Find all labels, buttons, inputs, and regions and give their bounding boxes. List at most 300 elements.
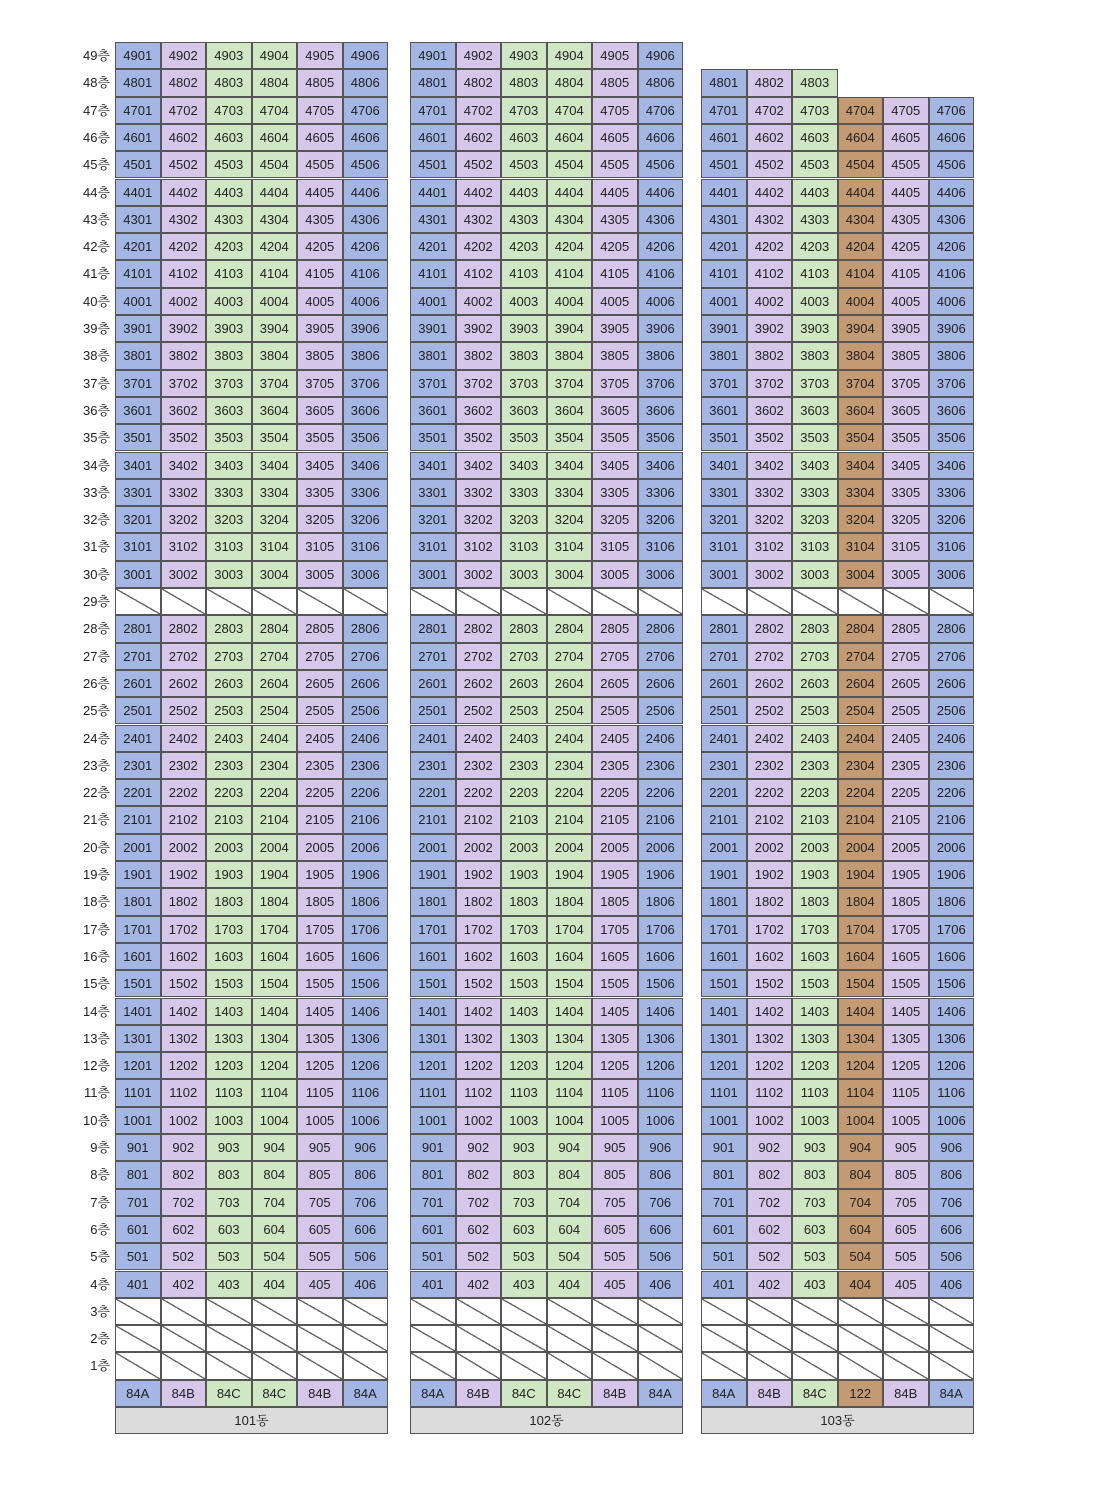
unit-cell: 4802 xyxy=(161,69,207,96)
empty-cell xyxy=(343,1352,389,1379)
unit-cell: 503 xyxy=(206,1243,252,1270)
unit-cell: 2404 xyxy=(547,725,593,752)
unit-cell: 2504 xyxy=(547,697,593,724)
unit-cell: 4903 xyxy=(206,42,252,69)
unit-cell: 1405 xyxy=(883,998,929,1025)
unit-cell: 4006 xyxy=(638,288,684,315)
unit-cell: 3004 xyxy=(547,561,593,588)
unit-cell: 1704 xyxy=(252,916,298,943)
unit-cell: 805 xyxy=(297,1161,343,1188)
unit-cell: 4506 xyxy=(929,151,975,178)
unit-cell: 4601 xyxy=(701,124,747,151)
unit-cell: 1704 xyxy=(838,916,884,943)
unit-cell: 501 xyxy=(410,1243,456,1270)
unit-cell: 2106 xyxy=(638,806,684,833)
unit-cell: 1205 xyxy=(592,1052,638,1079)
unit-cell: 4404 xyxy=(838,179,884,206)
unit-cell: 3805 xyxy=(883,342,929,369)
unit-cell: 3302 xyxy=(747,479,793,506)
floor-label: 5층 xyxy=(90,1249,110,1265)
unit-cell: 4603 xyxy=(792,124,838,151)
floor-label: 10층 xyxy=(82,1112,110,1128)
unit-cell: 602 xyxy=(747,1216,793,1243)
unit-cell: 905 xyxy=(883,1134,929,1161)
unit-cell: 4502 xyxy=(161,151,207,178)
unit-cell: 1906 xyxy=(638,861,684,888)
empty-cell xyxy=(792,588,838,615)
unit-cell: 3106 xyxy=(929,533,975,560)
empty-cell xyxy=(161,1325,207,1352)
unit-cell: 2103 xyxy=(792,806,838,833)
unit-cell: 1806 xyxy=(638,888,684,915)
unit-cell: 2705 xyxy=(883,643,929,670)
unit-cell: 704 xyxy=(252,1189,298,1216)
unit-cell: 1804 xyxy=(547,888,593,915)
unit-cell: 4303 xyxy=(792,206,838,233)
unit-cell: 4905 xyxy=(592,42,638,69)
empty-cell xyxy=(929,1298,975,1325)
unit-cell: 1403 xyxy=(206,998,252,1025)
unit-type-cell: 84C xyxy=(501,1380,547,1407)
unit-cell: 2306 xyxy=(343,752,389,779)
unit-cell: 1304 xyxy=(547,1025,593,1052)
unit-cell: 1104 xyxy=(838,1079,884,1106)
unit-cell: 1702 xyxy=(456,916,502,943)
unit-cell: 4602 xyxy=(161,124,207,151)
unit-cell: 506 xyxy=(343,1243,389,1270)
empty-cell xyxy=(638,1352,684,1379)
unit-cell: 1705 xyxy=(592,916,638,943)
unit-cell: 2404 xyxy=(252,725,298,752)
unit-cell: 1603 xyxy=(501,943,547,970)
floor-label: 19층 xyxy=(82,867,110,882)
unit-cell: 805 xyxy=(883,1161,929,1188)
unit-cell: 1902 xyxy=(456,861,502,888)
unit-cell: 906 xyxy=(638,1134,684,1161)
unit-cell: 2202 xyxy=(456,779,502,806)
empty-cell xyxy=(838,1352,884,1379)
unit-cell: 2601 xyxy=(115,670,161,697)
unit-cell: 503 xyxy=(792,1243,838,1270)
floor-label: 38층 xyxy=(82,348,110,364)
unit-cell: 3205 xyxy=(297,506,343,533)
unit-cell: 501 xyxy=(701,1243,747,1270)
unit-cell: 3702 xyxy=(747,370,793,397)
empty-cell xyxy=(410,1352,456,1379)
unit-cell: 704 xyxy=(547,1189,593,1216)
unit-cell: 2801 xyxy=(410,615,456,642)
unit-cell: 701 xyxy=(410,1189,456,1216)
unit-cell: 3705 xyxy=(297,370,343,397)
unit-cell: 3002 xyxy=(456,561,502,588)
empty-cell xyxy=(638,1298,684,1325)
unit-cell: 1002 xyxy=(456,1107,502,1134)
unit-cell: 4202 xyxy=(456,233,502,260)
unit-cell: 2801 xyxy=(701,615,747,642)
unit-cell: 1602 xyxy=(456,943,502,970)
unit-cell: 3303 xyxy=(206,479,252,506)
unit-cell: 4403 xyxy=(206,179,252,206)
unit-cell: 901 xyxy=(115,1134,161,1161)
unit-cell: 904 xyxy=(547,1134,593,1161)
unit-cell: 3904 xyxy=(547,315,593,342)
unit-cell: 3601 xyxy=(115,397,161,424)
unit-cell: 3704 xyxy=(547,370,593,397)
unit-cell: 1302 xyxy=(161,1025,207,1052)
unit-cell: 3305 xyxy=(297,479,343,506)
unit-cell: 2305 xyxy=(297,752,343,779)
unit-cell: 4603 xyxy=(501,124,547,151)
unit-cell: 2306 xyxy=(929,752,975,779)
unit-cell: 406 xyxy=(638,1271,684,1298)
unit-cell: 4305 xyxy=(883,206,929,233)
unit-cell: 2405 xyxy=(592,725,638,752)
unit-cell: 806 xyxy=(343,1161,389,1188)
unit-cell: 405 xyxy=(883,1271,929,1298)
unit-cell: 4104 xyxy=(547,260,593,287)
unit-cell: 3505 xyxy=(297,424,343,451)
unit-cell: 3902 xyxy=(747,315,793,342)
unit-cell: 2802 xyxy=(161,615,207,642)
unit-cell: 3404 xyxy=(547,452,593,479)
unit-cell: 1606 xyxy=(929,943,975,970)
unit-cell: 4303 xyxy=(206,206,252,233)
unit-cell: 3204 xyxy=(838,506,884,533)
unit-cell: 2106 xyxy=(343,806,389,833)
unit-cell: 4705 xyxy=(592,97,638,124)
unit-cell: 4401 xyxy=(115,179,161,206)
unit-cell: 4205 xyxy=(297,233,343,260)
unit-cell: 2704 xyxy=(252,643,298,670)
unit-cell: 1905 xyxy=(297,861,343,888)
unit-cell: 2502 xyxy=(161,697,207,724)
unit-cell: 4002 xyxy=(456,288,502,315)
empty-cell xyxy=(252,1325,298,1352)
unit-cell: 4002 xyxy=(747,288,793,315)
unit-cell: 1105 xyxy=(297,1079,343,1106)
unit-cell: 4304 xyxy=(252,206,298,233)
unit-cell: 1604 xyxy=(547,943,593,970)
unit-cell: 2403 xyxy=(501,725,547,752)
empty-cell xyxy=(929,588,975,615)
empty-cell xyxy=(115,1352,161,1379)
unit-cell: 906 xyxy=(343,1134,389,1161)
unit-cell: 1206 xyxy=(343,1052,389,1079)
unit-type-cell: 84C xyxy=(792,1380,838,1407)
unit-cell: 2103 xyxy=(206,806,252,833)
unit-cell: 801 xyxy=(115,1161,161,1188)
unit-cell: 1506 xyxy=(343,970,389,997)
unit-cell: 2202 xyxy=(747,779,793,806)
unit-cell: 603 xyxy=(206,1216,252,1243)
empty-cell xyxy=(792,1298,838,1325)
unit-cell: 2805 xyxy=(297,615,343,642)
unit-cell: 1303 xyxy=(792,1025,838,1052)
unit-cell: 2402 xyxy=(161,725,207,752)
empty-cell xyxy=(410,1325,456,1352)
unit-cell: 2605 xyxy=(297,670,343,697)
unit-cell: 2502 xyxy=(747,697,793,724)
unit-cell: 804 xyxy=(838,1161,884,1188)
unit-cell: 3402 xyxy=(161,452,207,479)
unit-cell: 901 xyxy=(701,1134,747,1161)
unit-cell: 1401 xyxy=(115,998,161,1025)
unit-cell: 404 xyxy=(838,1271,884,1298)
unit-cell: 1201 xyxy=(701,1052,747,1079)
unit-cell: 2506 xyxy=(638,697,684,724)
unit-cell: 4706 xyxy=(929,97,975,124)
unit-cell: 1203 xyxy=(206,1052,252,1079)
unit-cell: 3103 xyxy=(792,533,838,560)
unit-cell: 1102 xyxy=(161,1079,207,1106)
unit-cell: 4901 xyxy=(115,42,161,69)
unit-cell: 606 xyxy=(929,1216,975,1243)
empty-cell xyxy=(343,1325,389,1352)
unit-cell: 802 xyxy=(161,1161,207,1188)
unit-cell: 1003 xyxy=(501,1107,547,1134)
unit-cell: 4001 xyxy=(701,288,747,315)
unit-cell: 2204 xyxy=(252,779,298,806)
unit-cell: 2704 xyxy=(838,643,884,670)
unit-cell: 4805 xyxy=(297,69,343,96)
unit-cell: 1605 xyxy=(883,943,929,970)
unit-cell: 3401 xyxy=(410,452,456,479)
unit-cell: 903 xyxy=(501,1134,547,1161)
unit-cell: 4701 xyxy=(115,97,161,124)
unit-cell: 3703 xyxy=(206,370,252,397)
unit-cell: 602 xyxy=(161,1216,207,1243)
unit-cell: 801 xyxy=(410,1161,456,1188)
unit-cell: 2303 xyxy=(501,752,547,779)
unit-cell: 1705 xyxy=(883,916,929,943)
unit-cell: 3301 xyxy=(410,479,456,506)
unit-cell: 4403 xyxy=(501,179,547,206)
empty-cell xyxy=(343,588,389,615)
floor-label: 9층 xyxy=(90,1140,110,1155)
unit-cell: 705 xyxy=(883,1189,929,1216)
unit-cell: 1601 xyxy=(410,943,456,970)
unit-cell: 4804 xyxy=(547,69,593,96)
empty-cell xyxy=(792,1325,838,1352)
unit-cell: 2605 xyxy=(883,670,929,697)
unit-cell: 3805 xyxy=(297,342,343,369)
unit-cell: 4005 xyxy=(883,288,929,315)
unit-cell: 4202 xyxy=(747,233,793,260)
unit-cell: 3002 xyxy=(161,561,207,588)
unit-cell: 1204 xyxy=(547,1052,593,1079)
unit-cell: 2702 xyxy=(747,643,793,670)
unit-cell: 3905 xyxy=(592,315,638,342)
unit-cell: 2802 xyxy=(456,615,502,642)
unit-cell: 4704 xyxy=(838,97,884,124)
unit-cell: 506 xyxy=(929,1243,975,1270)
unit-cell: 4606 xyxy=(929,124,975,151)
unit-cell: 4602 xyxy=(456,124,502,151)
unit-cell: 4103 xyxy=(206,260,252,287)
unit-cell: 4501 xyxy=(701,151,747,178)
unit-cell: 1903 xyxy=(792,861,838,888)
unit-cell: 2104 xyxy=(252,806,298,833)
unit-cell: 4505 xyxy=(592,151,638,178)
unit-cell: 3006 xyxy=(343,561,389,588)
unit-cell: 1404 xyxy=(838,998,884,1025)
unit-cell: 2805 xyxy=(592,615,638,642)
unit-cell: 2603 xyxy=(501,670,547,697)
unit-cell: 3805 xyxy=(592,342,638,369)
empty-cell xyxy=(547,1352,593,1379)
unit-cell: 2502 xyxy=(456,697,502,724)
unit-cell: 2201 xyxy=(410,779,456,806)
unit-cell: 1102 xyxy=(747,1079,793,1106)
unit-cell: 4203 xyxy=(206,233,252,260)
unit-cell: 3901 xyxy=(701,315,747,342)
unit-cell: 4205 xyxy=(592,233,638,260)
unit-cell: 4604 xyxy=(547,124,593,151)
unit-cell: 601 xyxy=(115,1216,161,1243)
unit-cell: 702 xyxy=(747,1189,793,1216)
floor-label: 4층 xyxy=(90,1276,110,1292)
unit-cell: 3801 xyxy=(115,342,161,369)
unit-cell: 1202 xyxy=(161,1052,207,1079)
unit-cell: 4406 xyxy=(638,179,684,206)
unit-cell: 2002 xyxy=(747,834,793,861)
empty-cell xyxy=(297,1298,343,1325)
unit-cell: 4404 xyxy=(252,179,298,206)
unit-cell: 3006 xyxy=(929,561,975,588)
unit-cell: 3503 xyxy=(792,424,838,451)
floor-label: 17층 xyxy=(82,921,110,937)
unit-cell: 3404 xyxy=(252,452,298,479)
empty-cell xyxy=(547,1298,593,1325)
unit-cell: 703 xyxy=(792,1189,838,1216)
unit-cell: 2204 xyxy=(547,779,593,806)
unit-cell: 3906 xyxy=(638,315,684,342)
unit-cell: 2602 xyxy=(456,670,502,697)
unit-cell: 2206 xyxy=(929,779,975,806)
unit-cell: 3006 xyxy=(638,561,684,588)
unit-cell: 2003 xyxy=(792,834,838,861)
unit-cell: 4006 xyxy=(343,288,389,315)
unit-cell: 3101 xyxy=(115,533,161,560)
unit-cell: 4902 xyxy=(161,42,207,69)
empty-cell xyxy=(638,588,684,615)
unit-cell: 1601 xyxy=(115,943,161,970)
unit-cell: 1904 xyxy=(547,861,593,888)
unit-cell: 1904 xyxy=(252,861,298,888)
unit-cell: 3201 xyxy=(410,506,456,533)
unit-cell: 2406 xyxy=(343,725,389,752)
unit-cell: 2606 xyxy=(343,670,389,697)
unit-cell: 3303 xyxy=(792,479,838,506)
unit-cell: 3802 xyxy=(456,342,502,369)
unit-cell: 3802 xyxy=(747,342,793,369)
unit-cell: 4406 xyxy=(343,179,389,206)
unit-cell: 3605 xyxy=(297,397,343,424)
unit-cell: 4905 xyxy=(297,42,343,69)
empty-cell xyxy=(747,1352,793,1379)
unit-cell: 3105 xyxy=(297,533,343,560)
unit-cell: 3804 xyxy=(838,342,884,369)
unit-cell: 706 xyxy=(638,1189,684,1216)
empty-cell xyxy=(456,1325,502,1352)
unit-cell: 4106 xyxy=(343,260,389,287)
unit-cell: 2103 xyxy=(501,806,547,833)
unit-cell: 3004 xyxy=(838,561,884,588)
floor-label: 12층 xyxy=(82,1058,110,1074)
unit-cell: 4601 xyxy=(410,124,456,151)
unit-cell: 2706 xyxy=(638,643,684,670)
unit-cell: 903 xyxy=(792,1134,838,1161)
unit-cell: 4806 xyxy=(343,69,389,96)
unit-cell: 2705 xyxy=(297,643,343,670)
unit-cell: 2302 xyxy=(161,752,207,779)
unit-cell: 1103 xyxy=(501,1079,547,1106)
unit-cell: 1505 xyxy=(592,970,638,997)
empty-cell xyxy=(501,1325,547,1352)
unit-type-cell: 84A xyxy=(410,1380,456,1407)
unit-cell: 3204 xyxy=(252,506,298,533)
empty-cell xyxy=(206,1298,252,1325)
unit-cell: 1001 xyxy=(701,1107,747,1134)
unit-cell: 901 xyxy=(410,1134,456,1161)
unit-cell: 1101 xyxy=(410,1079,456,1106)
unit-cell: 2204 xyxy=(838,779,884,806)
unit-cell: 3901 xyxy=(115,315,161,342)
unit-cell: 1604 xyxy=(838,943,884,970)
unit-cell: 2304 xyxy=(252,752,298,779)
unit-cell: 1305 xyxy=(883,1025,929,1052)
unit-cell: 1906 xyxy=(343,861,389,888)
floor-label: 33층 xyxy=(82,484,110,500)
unit-cell: 606 xyxy=(638,1216,684,1243)
unit-cell: 1805 xyxy=(883,888,929,915)
unit-cell: 3301 xyxy=(701,479,747,506)
empty-cell xyxy=(410,588,456,615)
empty-cell xyxy=(456,1298,502,1325)
unit-cell: 4502 xyxy=(456,151,502,178)
unit-cell: 1805 xyxy=(592,888,638,915)
unit-cell: 2501 xyxy=(410,697,456,724)
unit-cell: 1104 xyxy=(252,1079,298,1106)
unit-type-cell: 84B xyxy=(747,1380,793,1407)
unit-cell: 2405 xyxy=(297,725,343,752)
unit-cell: 4101 xyxy=(701,260,747,287)
unit-cell: 2201 xyxy=(115,779,161,806)
unit-cell: 1304 xyxy=(838,1025,884,1052)
unit-cell: 3703 xyxy=(792,370,838,397)
unit-cell: 4204 xyxy=(252,233,298,260)
unit-cell: 1306 xyxy=(343,1025,389,1052)
unit-cell: 801 xyxy=(701,1161,747,1188)
unit-cell: 604 xyxy=(252,1216,298,1243)
unit-cell: 2201 xyxy=(701,779,747,806)
unit-cell: 3803 xyxy=(792,342,838,369)
unit-cell: 3305 xyxy=(592,479,638,506)
unit-cell: 4303 xyxy=(501,206,547,233)
unit-cell: 2402 xyxy=(747,725,793,752)
unit-cell: 2105 xyxy=(297,806,343,833)
unit-cell: 4906 xyxy=(343,42,389,69)
unit-cell: 2806 xyxy=(929,615,975,642)
unit-cell: 4104 xyxy=(838,260,884,287)
unit-cell: 1102 xyxy=(456,1079,502,1106)
unit-cell: 2205 xyxy=(592,779,638,806)
unit-cell: 4003 xyxy=(792,288,838,315)
unit-cell: 2005 xyxy=(883,834,929,861)
unit-cell: 2203 xyxy=(501,779,547,806)
unit-cell: 902 xyxy=(456,1134,502,1161)
unit-cell: 3206 xyxy=(929,506,975,533)
